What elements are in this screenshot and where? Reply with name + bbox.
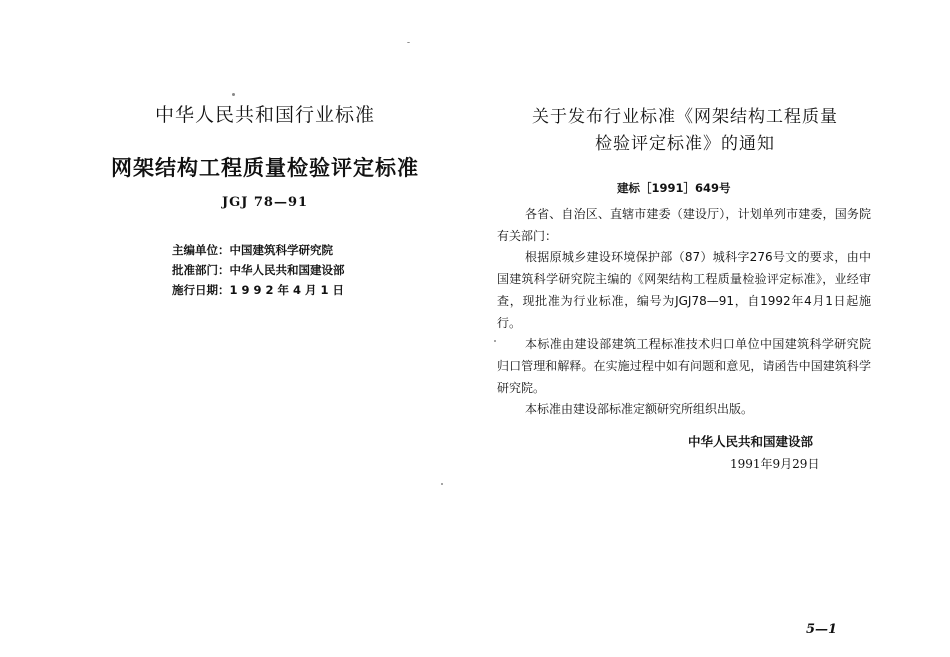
meta-row-approver — [172, 260, 345, 280]
meta-label: 主编单位： — [172, 243, 230, 257]
meta-value: 1 9 9 2 年 4 月 1 日 — [229, 283, 345, 297]
publication-meta — [172, 240, 345, 300]
country-standard-heading: 中华人民共和国行业标准 — [154, 104, 375, 126]
standard-code: JGJ 78—91 — [221, 195, 309, 210]
issue-date: 1991年9月29日 — [730, 457, 820, 471]
notice-paragraph: 根据原城乡建设环境保护部（87）城科字276号文的要求，由中国建筑科学研究院主编的《网架结构工程质量检验评定标准》，业经审查，现批准为行业标准，编号为JGJ78—91，自1992年4月1日起施行。 — [497, 250, 871, 330]
issuer: 中华人民共和国建设部 — [688, 434, 814, 449]
notice-title-line: 检验评定标准》的通知 — [595, 134, 775, 154]
meta-label: 批准部门： — [172, 263, 230, 277]
notice-paragraph: 各省、自治区、直辖市建委（建设厅），计划单列市建委，国务院有关部门： — [497, 207, 871, 243]
meta-row-editor — [172, 240, 345, 260]
scan-speck — [407, 42, 410, 43]
notice-paragraph: 本标准由建设部标准定额研究所组织出版。 — [525, 402, 754, 417]
notice-title-line: 关于发布行业标准《网架结构工程质量 — [532, 107, 838, 127]
notice-number: 建标［1991］649号 — [617, 181, 731, 195]
page-number: 5—1 — [806, 622, 838, 637]
meta-row-effective-date — [172, 280, 345, 300]
scan-speck — [441, 483, 443, 485]
meta-value: 中华人民共和国建设部 — [229, 263, 345, 277]
notice-title — [500, 104, 870, 158]
meta-label: 施行日期： — [172, 283, 230, 297]
notice-paragraph: 本标准由建设部建筑工程标准技术归口单位中国建筑科学研究院归口管理和解释。在实施过程中如有问题和意见，请函告中国建筑科学研究院。 — [497, 337, 871, 395]
standard-title: 网架结构工程质量检验评定标准 — [111, 155, 419, 180]
scan-speck — [494, 340, 496, 342]
notice-body — [497, 204, 871, 421]
scan-speck — [232, 93, 235, 96]
meta-value: 中国建筑科学研究院 — [229, 243, 333, 257]
